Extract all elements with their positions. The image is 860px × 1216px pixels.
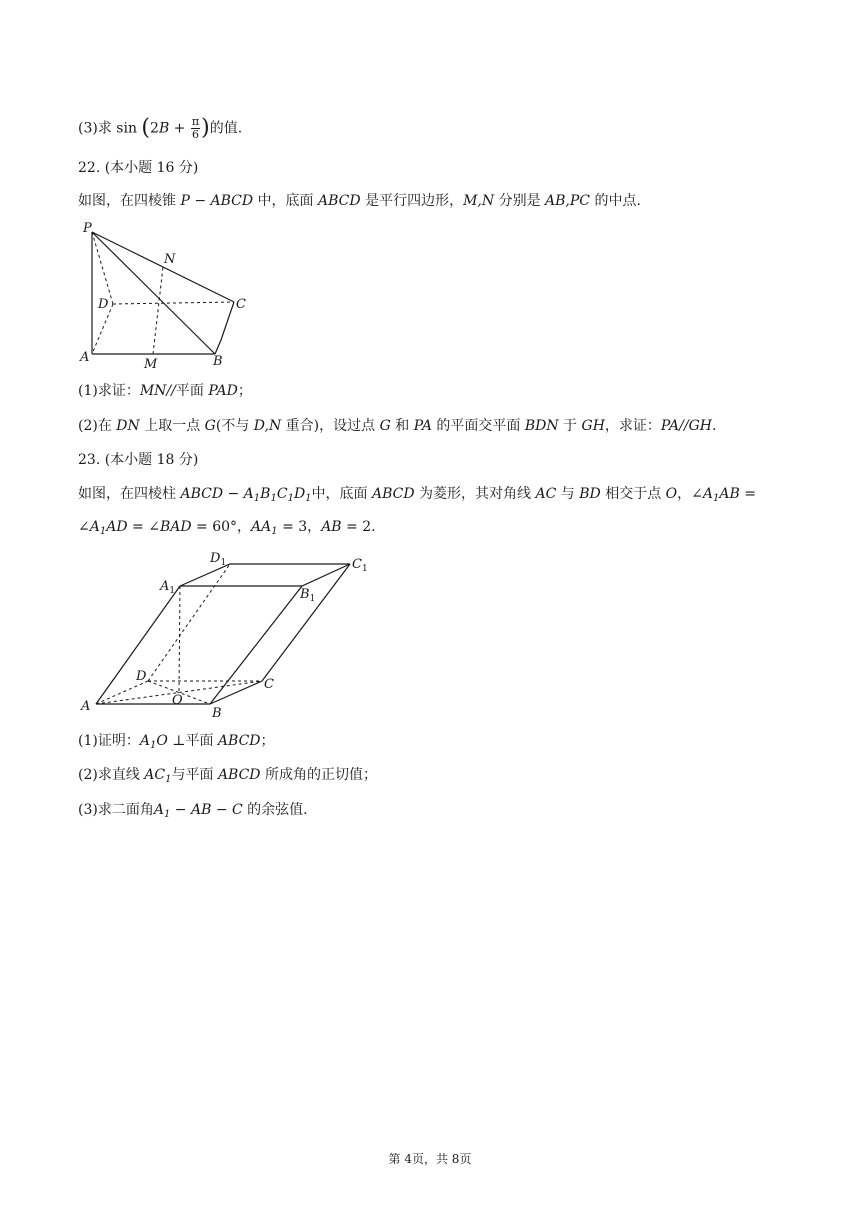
math-text: A: [702, 486, 714, 502]
right-paren: ): [201, 115, 210, 141]
edge-PB: [92, 232, 215, 354]
math-text: AD: [106, 519, 128, 535]
q21-part3-suffix: 的值.: [209, 120, 243, 137]
edge-CC1: [262, 564, 350, 681]
fraction-numerator: π: [191, 115, 200, 128]
math-text: MN//: [139, 383, 176, 399]
q21-part3: [78, 116, 242, 141]
prism-figure: [78, 544, 378, 722]
text-segment: (不与: [215, 418, 254, 434]
math-text: C: [276, 486, 288, 502]
q21-part3-var: B: [158, 120, 170, 137]
math-text: ABCD − A: [180, 486, 254, 502]
text-segment: (1)证明：: [78, 733, 140, 749]
label-M: M: [144, 357, 158, 372]
text-segment: =: [739, 486, 756, 502]
math-text: AB − C: [190, 802, 243, 818]
q22-part1: [78, 381, 252, 401]
label-B: B: [212, 706, 222, 721]
label-A: A: [80, 350, 90, 365]
text-segment: 是平行四边形，: [360, 193, 464, 209]
label-A1: $A_1$: [160, 579, 176, 596]
label-D1: $D_1$: [210, 551, 227, 568]
subscript: 1: [271, 526, 278, 537]
text-segment: 中，底面: [253, 193, 319, 209]
math-text: D: [293, 486, 306, 502]
text-segment: 与平面: [171, 767, 218, 783]
text-segment: 如图，在四棱锥: [78, 193, 181, 209]
math-text: DN: [116, 418, 140, 434]
text-segment: 为菱形，其对角线: [414, 486, 536, 502]
top-face: [180, 564, 350, 586]
subscript: 1: [713, 493, 720, 504]
pi-over-6-fraction: [191, 116, 200, 141]
text-segment: = ∠: [127, 519, 160, 535]
q23-part1: [78, 731, 275, 756]
text-segment: (1)求证：: [78, 383, 140, 399]
math-text: AB,PC: [545, 193, 591, 209]
math-text: PA: [413, 418, 432, 434]
q23-stem-line1: [78, 484, 756, 509]
fraction-denominator: 6: [191, 128, 199, 141]
math-text: AC: [535, 486, 557, 502]
subscript: 1: [165, 774, 172, 785]
q21-part3-prefix: (3)求 sin: [78, 120, 137, 137]
q23-header: 23. (本小题 18 分): [78, 452, 199, 468]
math-text: A: [89, 519, 100, 535]
text-segment: 于: [558, 418, 582, 434]
math-text: PAD: [208, 383, 238, 399]
text-segment: (2)在: [78, 418, 117, 434]
label-P: P: [83, 221, 92, 236]
subscript: 1: [287, 493, 294, 504]
text-segment: 上取一点: [139, 418, 205, 434]
subscript: 1: [305, 493, 312, 504]
text-segment: (3)求二面角: [78, 802, 154, 818]
math-text: P − ABCD: [180, 193, 254, 209]
q23-stem-line2: [78, 517, 376, 542]
q23-part2: [78, 765, 377, 790]
label-O: O: [172, 693, 183, 708]
math-text: GH: [581, 418, 605, 434]
math-text: AC: [144, 767, 166, 783]
math-text: ABCD: [372, 486, 415, 502]
q22-stem: [78, 191, 641, 211]
math-text: ABCD: [318, 193, 361, 209]
label-B: B: [213, 354, 223, 369]
q22-part2: [78, 416, 716, 436]
math-text: B: [260, 486, 271, 502]
math-text: BDN: [524, 418, 559, 434]
text-segment: 的余弦值.: [242, 802, 308, 818]
text-segment: 中，底面: [311, 486, 372, 502]
edge-BC: [215, 302, 234, 354]
subscript: 1: [253, 493, 261, 504]
text-segment: ；: [260, 733, 275, 749]
math-text: BD: [579, 486, 601, 502]
edge-PC: [92, 232, 234, 302]
text-segment: ∠: [78, 519, 90, 535]
text-segment: (2)求直线: [78, 767, 145, 783]
text-segment: = 3，: [277, 519, 322, 535]
left-paren: (: [141, 115, 151, 141]
subscript: 1: [99, 526, 107, 537]
q21-part3-coef: 2: [150, 120, 159, 137]
text-segment: 重合)，设过点: [281, 418, 380, 434]
label-D: D: [136, 669, 147, 684]
text-segment: .: [712, 418, 717, 434]
edge-AA1: [96, 586, 180, 704]
text-segment: 的中点.: [590, 193, 641, 209]
text-segment: 分别是: [494, 193, 546, 209]
text-segment: 如图，在四棱柱: [78, 486, 181, 502]
edge-BB1: [210, 586, 302, 704]
edge-BC: [210, 681, 262, 704]
label-C: C: [236, 297, 246, 312]
label-C1: $C_1$: [352, 557, 368, 574]
text-segment: 和: [390, 418, 414, 434]
math-text: PA//GH: [660, 418, 712, 434]
pyramid-figure: [78, 218, 258, 373]
math-text: AB: [321, 519, 342, 535]
math-text: M,N: [463, 193, 495, 209]
text-segment: ，求证：: [604, 418, 661, 434]
text-segment: 的平面交平面: [431, 418, 525, 434]
text-segment: ，∠: [677, 486, 703, 502]
math-text: O: [665, 486, 678, 502]
text-segment: ⊥平面: [167, 733, 218, 749]
math-text: AB: [719, 486, 740, 502]
text-segment: ；: [237, 383, 252, 399]
math-text: A: [139, 733, 150, 749]
math-text: G: [379, 418, 391, 434]
math-text: ABCD: [217, 767, 261, 783]
subscript: 1: [270, 493, 277, 504]
math-text: O: [156, 733, 168, 749]
text-segment: 相交于点: [600, 486, 666, 502]
label-A: A: [81, 699, 91, 714]
segment-MN: [153, 267, 163, 354]
subscript: 1: [163, 809, 171, 820]
math-text: AA: [251, 519, 272, 535]
label-N: N: [164, 252, 176, 267]
label-B1: $B_1$: [300, 587, 316, 604]
text-segment: 与: [556, 486, 580, 502]
segment-A1O: [179, 586, 180, 692]
math-text: −: [170, 802, 191, 818]
math-text: BAD: [159, 519, 192, 535]
q23-part3: [78, 800, 308, 825]
page-footer: 第 4页，共 8页: [388, 1152, 472, 1166]
math-text: ABCD: [217, 733, 261, 749]
math-text: D,N: [253, 418, 282, 434]
math-text: G: [204, 418, 216, 434]
subscript: 1: [149, 740, 157, 751]
text-segment: = 2.: [341, 519, 376, 535]
math-text: A: [153, 802, 164, 818]
q22-header: 22. (本小题 16 分): [78, 160, 199, 176]
label-C: C: [264, 677, 274, 692]
edge-DC: [113, 302, 234, 304]
label-D: D: [98, 297, 109, 312]
q21-part3-plus: +: [169, 120, 190, 137]
text-segment: 所成角的正切值；: [260, 767, 377, 783]
text-segment: 平面: [175, 383, 209, 399]
text-segment: = 60°，: [191, 519, 252, 535]
